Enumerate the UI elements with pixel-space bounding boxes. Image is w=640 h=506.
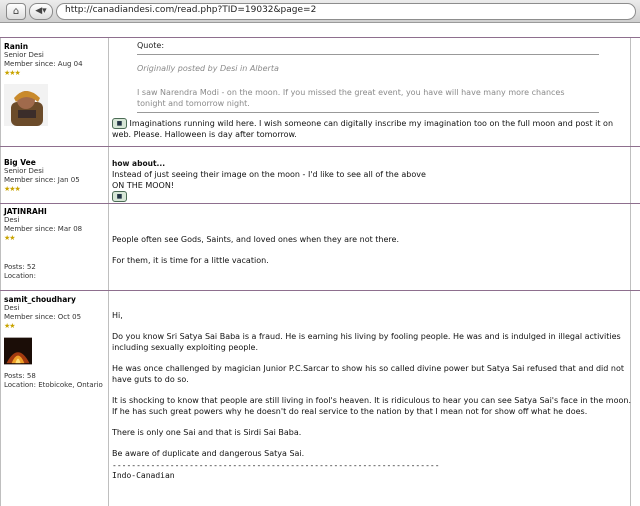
post-author-panel: [4, 207, 108, 287]
url-text: http://canadiandesi.com/read.php?TID=19032&page=2: [65, 5, 317, 15]
username[interactable]: samit_choudhary: [4, 295, 76, 304]
quote-label: Quote:: [137, 41, 165, 50]
post-paragraph: Hi,: [112, 311, 123, 320]
rank-stars: ★★: [4, 322, 15, 330]
user-rank: Desi: [4, 304, 20, 312]
post-count: Posts: 52: [4, 263, 36, 271]
post-body: [112, 310, 632, 481]
post-text-line: ON THE MOON!: [112, 181, 175, 190]
post-author-panel: [4, 295, 108, 390]
rank-stars: ★★★: [4, 69, 20, 77]
post-paragraph: Be aware of duplicate and dangerous Satya Sai.: [112, 449, 305, 458]
member-since: Member since: Mar 08: [4, 225, 83, 233]
post-paragraph: He was once challenged by magician Junior P.C.Sarcar to show his so called divine power but Satya Sai refused that and did not have guts to do so.: [112, 364, 624, 384]
post-text-line: Instead of just seeing their image on the moon - I'd like to see all of the above: [112, 170, 426, 179]
column-divider: [108, 37, 109, 506]
post-body: [112, 158, 632, 202]
username[interactable]: JATINRAHI: [4, 207, 47, 216]
member-since: Member since: Oct 05: [4, 313, 82, 321]
post-icon: ■: [112, 118, 127, 129]
rank-stars: ★★★: [4, 185, 20, 193]
row-divider: [0, 290, 640, 291]
post-paragraph: People often see Gods, Saints, and loved ones when they are not there.: [112, 235, 399, 244]
rank-stars: ★★: [4, 234, 15, 242]
post-author-panel: [4, 158, 108, 194]
browser-toolbar: [0, 0, 640, 23]
post-body: [112, 234, 632, 276]
post-body: [112, 118, 632, 140]
user-location: Location:: [4, 272, 36, 280]
post-title: how about...: [112, 159, 166, 168]
post-count: Posts: 58: [4, 372, 36, 380]
post-paragraph: For them, it is time for a little vacation.: [112, 256, 269, 265]
user-rank: Desi: [4, 216, 20, 224]
home-icon[interactable]: ⌂: [6, 3, 26, 20]
quote-bottom-rule: [137, 112, 599, 113]
avatar: [4, 84, 48, 126]
username[interactable]: Ranin: [4, 42, 29, 51]
post-icon: ■: [112, 191, 127, 202]
avatar: [4, 337, 32, 365]
address-bar[interactable]: [56, 3, 636, 20]
back-icon[interactable]: ◀▾: [29, 3, 53, 20]
quote-attribution: Originally posted by Desi in Alberta: [137, 64, 279, 73]
signature-rule: --------------------------------------------------------------------: [112, 461, 440, 470]
post-author-panel: [4, 42, 108, 129]
row-divider: [0, 203, 640, 204]
member-since: Member since: Aug 04: [4, 60, 83, 68]
left-border: [0, 37, 1, 506]
quote-top-rule: [137, 54, 599, 55]
forum-thread: [0, 37, 640, 506]
signature: Indo-Canadian: [112, 471, 175, 480]
post-paragraph: Do you know Sri Satya Sai Baba is a fraud. He is earning his living by fooling people. He was and is indulged in illegal activities including sexually exploiting people.: [112, 332, 621, 352]
member-since: Member since: Jan 05: [4, 176, 80, 184]
username[interactable]: Big Vee: [4, 158, 36, 167]
quote-text: I saw Narendra Modi - on the moon. If you missed the great event, you have will have many more chances tonight and tomorrow night.: [137, 88, 565, 108]
user-location: Location: Etobicoke, Ontario: [4, 381, 103, 389]
row-divider: [0, 146, 640, 147]
post-paragraph: It is shocking to know that people are still living in fool's heaven. It is ridiculous to hear you can see Satya Sai's face in the moon. If he has such great powers why he doesn't do real service to the nation by that I mean not for show off what he does.: [112, 396, 631, 416]
post-text: Imaginations running wild here. I wish someone can digitally inscribe my imagination too on the full moon and post it on web. Please. Halloween is day after tomorrow.: [112, 119, 614, 139]
row-divider: [0, 37, 640, 38]
post-paragraph: There is only one Sai and that is Sirdi Sai Baba.: [112, 428, 302, 437]
user-rank: Senior Desi: [4, 167, 44, 175]
user-rank: Senior Desi: [4, 51, 44, 59]
